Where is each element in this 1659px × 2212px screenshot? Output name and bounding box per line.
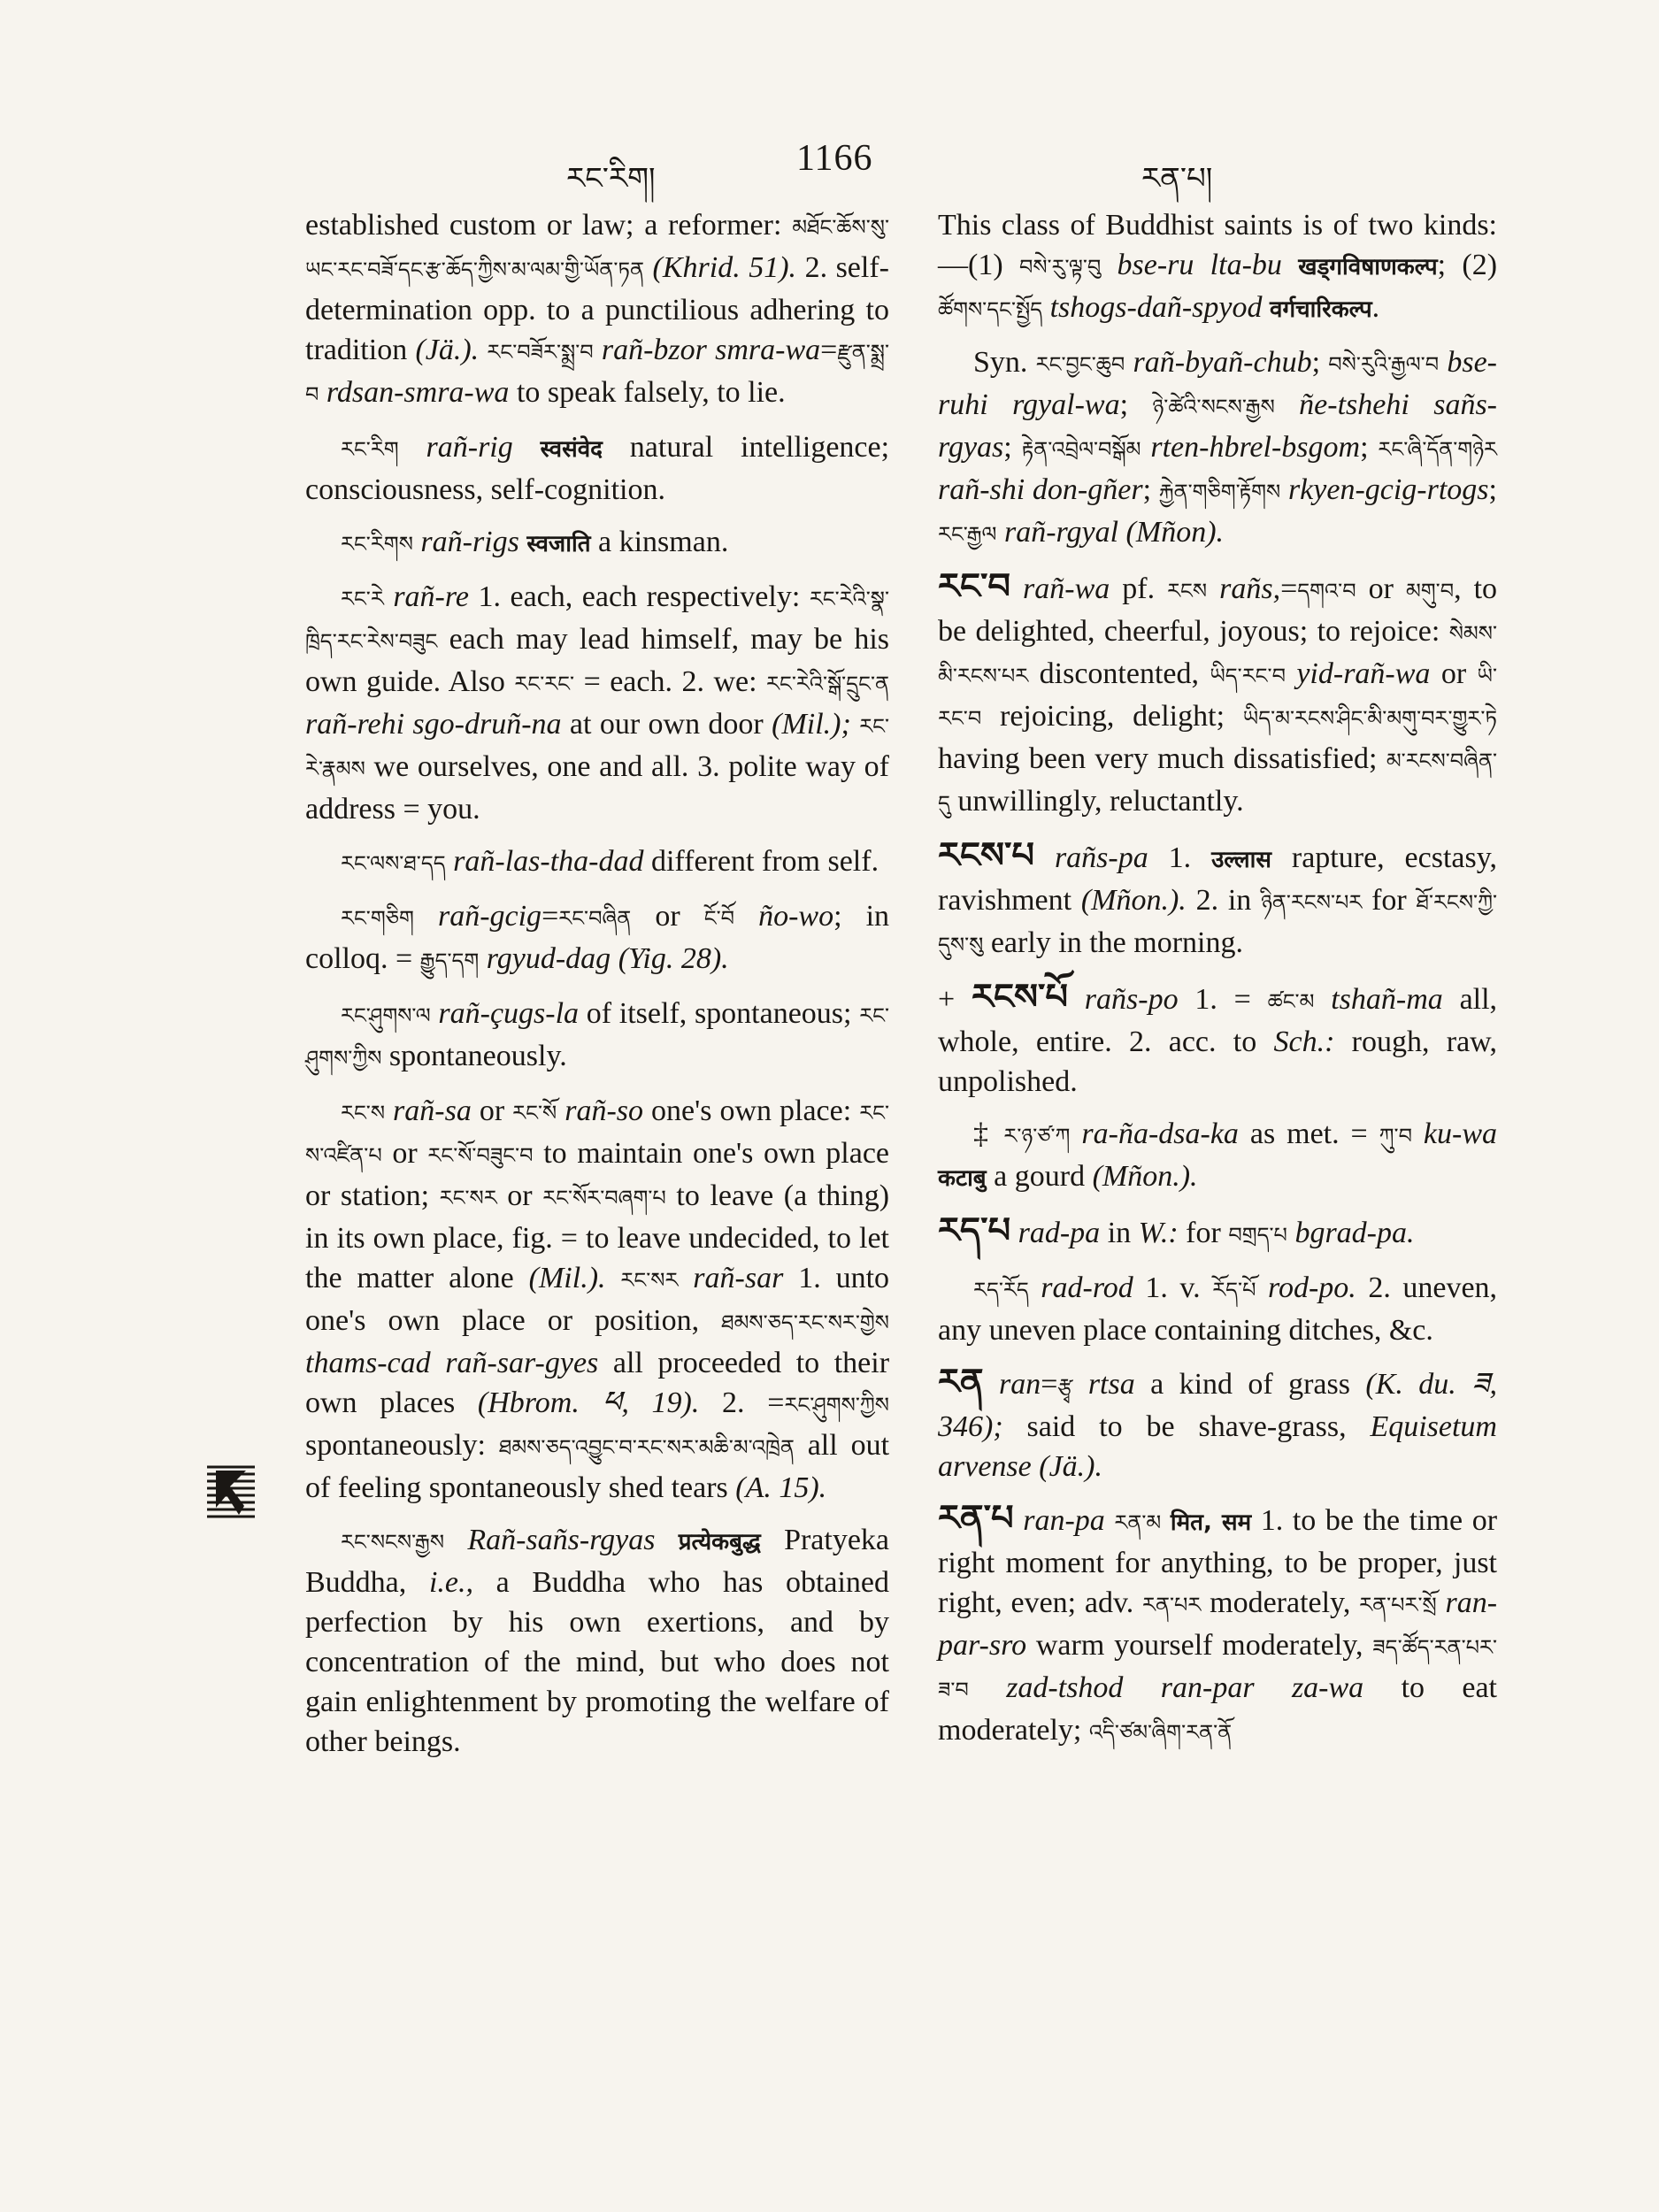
entry-continuation: established custom or law; a reformer: མཐོང་ཆོས་སུ་ཡང་རང་བཟོ་དང་རྩ་ཆོད་ཀྱིས་མ་ལམ་གྱི་ཡོན་ཏན (Khrid. 51). 2. self-determination opp. to a punctilious adhering to tradition (Jä.). རང་བཟོར་སྨྲ་བ rañ-bzor smra-wa=རྫུན་སྨྲ་བ rdsan-smra-wa to speak falsely, to lie.	[305, 209, 889, 409]
entry-rang-gcig: རང་གཅིག rañ-gcig=རང་བཞིན or ངོ་བོ ño-wo; in colloq. = རྒྱུད་དག rgyud-dag (Yig. 28).	[305, 900, 890, 975]
entry-continuation-saints: This class of Buddhist saints is of two kinds:—(1) བསེ་རུ་ལྟ་བུ bse-ru lta-bu खड्गविषाणकल्प; (2) ཚོགས་དང་སྤྱོད tshogs-dañ-spyod वर्गचारिकल्प.	[938, 209, 1498, 324]
header-right-word: རན་པ།	[1141, 161, 1213, 196]
entry-rangs-po: + རངས་པོ rañs-po 1. = ཚང་མ tshañ-ma all, whole, entire. 2. acc. to Sch.: rough, raw, unpolished.	[938, 977, 1498, 1098]
entry-ran: རན ran=རྩྭ rtsa a kind of grass (K. du. ཟ, 346); said to be shave-grass, Equisetum arvense (Jä.).	[938, 1362, 1497, 1483]
entry-rad-pa: རད་པ rad-pa in W.: for བགྲད་པ bgrad-pa.	[938, 1210, 1415, 1251]
entry-rang-las-tha-dad: རང་ལས་ཐ་དད rañ-las-tha-dad different from self.	[341, 845, 879, 878]
header-left-word: རང་རིག།	[566, 161, 656, 196]
entry-rang-rigs: རང་རིགས rañ-rigs स्वजाति a kinsman.	[341, 526, 729, 558]
entry-rang-shugs-la: རང་ཤུགས་ལ rañ-çugs-la of itself, spontaneous; རང་ཤུགས་ཀྱིས spontaneously.	[305, 997, 890, 1072]
entry-rang-re: རང་རེ rañ-re 1. each, each respectively: རང་རེའི་སྣ་ཁྲིད་རང་རེས་བཟུང each may lead himself, may be his own guide. Also རང་རང་ = each. 2. we: རང་རེའི་སྒོ་དྲུང་ན rañ-rehi sgo-druñ-na at our own door (Mil.); རང་རེ་རྣམས we ourselves, one and all. 3. polite way of address = you.	[305, 580, 890, 826]
entry-ran-pa: རན་པ ran-pa རན་མ मित, सम 1. to be the time or right moment for anything, to be proper, just right, even; adv. རན་པར moderately, རན་པར་སྲོ ran-par-sro warm yourself moderately, ཟད་ཚོད་རན་པར་ཟ་བ zad-tshod ran-par za-wa to eat moderately; འདི་ཙམ་ཞིག་རན་ནོ	[938, 1498, 1498, 1747]
entry-rang-sangs-rgyas: རང་སངས་རྒྱས Rañ-sañs-rgyas प्रत्येकबुद्ध Pratyeka Buddha, i.e., a Buddha who has obtained perfection by his own exertions, and by concentration of the mind, but who does not gain enlightenment by promoting the welfare of other beings.	[305, 1524, 890, 1758]
entry-rad-rod: རད་རོད rad-rod 1. v. རོད་པོ rod-po. 2. uneven, any uneven place containing ditches, &c.	[938, 1271, 1498, 1347]
headword: རངས་པོ	[971, 977, 1069, 1018]
running-head	[0, 137, 1659, 196]
headword: རན་པ	[938, 1498, 1014, 1539]
page-number: 1166	[796, 138, 873, 179]
entry-rang-sa: རང་ས rañ-sa or རང་སོ rañ-so one's own place: རང་ས་འཛིན་པ or རང་སོ་བཟུང་བ to maintain one's own place or station; རང་སར or རང་སོར་བཞག་པ to leave (a thing) in its own place, fig. = to leave undecided, to let the matter alone (Mil.). རང་སར rañ-sar 1. unto one's own place or position, ཐམས་ཅད་རང་སར་གྱེས thams-cad rañ-sar-gyes all proceeded to their own places (Hbrom. ཕ, 19). 2. =རང་ཤུགས་ཀྱིས spontaneously: ཐམས་ཅད་འབྱུང་བ་རང་སར་མཆི་མ་འཁྲེན all out of feeling spontaneously shed tears (A. 15).	[305, 1094, 890, 1504]
left-column	[305, 205, 889, 1774]
entry-rang-rig: རང་རིག rañ-rig स्वसंवेद natural intelligence; consciousness, self-cognition.	[305, 431, 890, 506]
right-column	[938, 205, 1497, 1765]
thumb-index-tab-icon	[204, 1462, 258, 1524]
synonyms-paragraph: Syn. རང་བྱང་ཆུབ rañ-byañ-chub; བསེ་རུའི་རྒྱལ་བ bse-ruhi rgyal-wa; ཉེ་ཚེའི་སངས་རྒྱས ñe-tshehi sañs-rgyas; རྟེན་འབྲེལ་བསྒོམ rten-hbrel-bsgom; རང་ཞི་དོན་གཉེར rañ-shi don-gñer; རྐྱེན་གཅིག་རྟོགས rkyen-gcig-rtogs; རང་རྒྱལ rañ-rgyal (Mñon).	[938, 346, 1497, 549]
entry-ra-na-dsa-ka: ‡ ར་ཉ་ཙ་ཀ ra-ña-dsa-ka as met. = ཀུ་བ ku-wa कटाबु a gourd (Mñon.).	[938, 1118, 1498, 1193]
headword: རང་བ	[938, 566, 1011, 607]
entry-rang-ba: རང་བ rañ-wa pf. རངས rañs,=དགའ་བ or མགུ་བ, to be delighted, cheerful, joyous; to rejoice: སེམས་མི་རངས་པར discontented, ཡིད་རང་བ yid-rañ-wa or ཡི་རང་བ rejoicing, delight; ཡིད་མ་རངས་ཤིང་མི་མགུ་བར་གྱུར་ཏེ having been very much dissatisfied; མ་རངས་བཞིན་དུ unwillingly, reluctantly.	[938, 566, 1498, 818]
entry-rangs-pa: རངས་པ rañs-pa 1. उल्लास rapture, ecstasy, ravishment (Mñon.). 2. in ཉིན་རངས་པར for ཐོ་རངས་ཀྱི་དུས་སུ early in the morning.	[938, 835, 1498, 959]
headword: རན	[938, 1362, 984, 1402]
headword: རད་པ	[938, 1210, 1011, 1251]
headword: རངས་པ	[938, 835, 1035, 876]
